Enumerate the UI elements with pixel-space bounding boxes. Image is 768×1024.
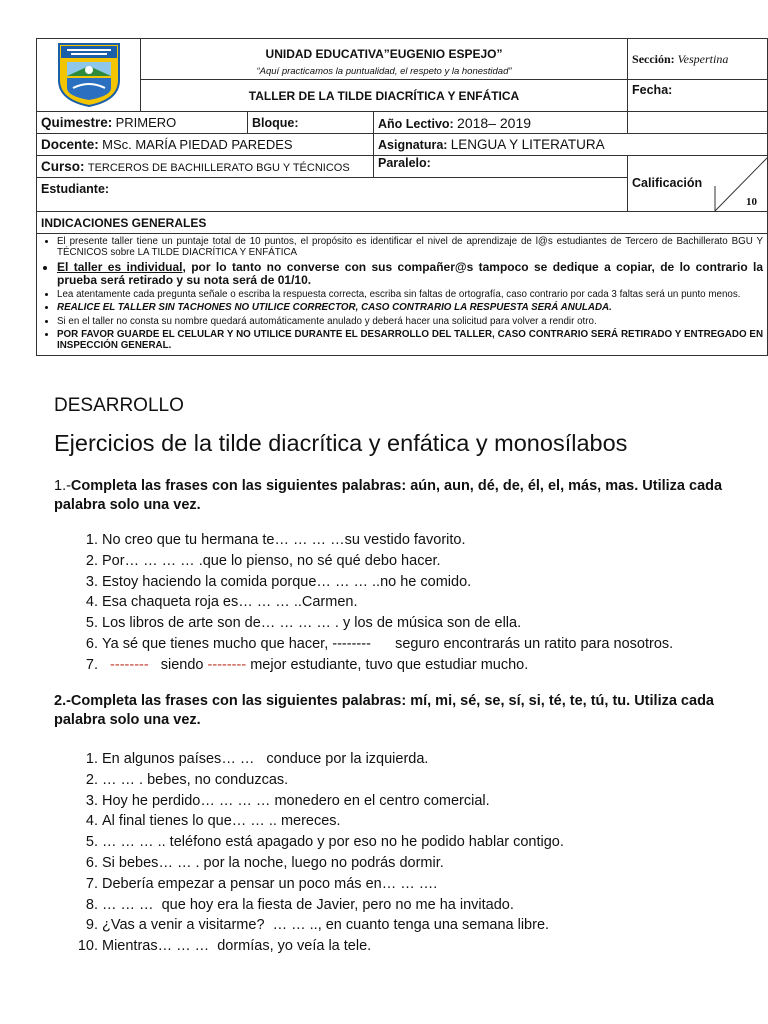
indicacion-item: • REALICE EL TALLER SIN TACHONES NO UTILICE CORRECTOR, CASO CONTRARIO LA RESPUESTA SERÁ ANULADA.: [57, 301, 763, 314]
list-item: 7. Debería empezar a pensar un poco más en… … ….: [85, 875, 438, 892]
indicacion-item: [57, 260, 763, 288]
question-2-number: 2.-: [54, 693, 71, 709]
asignatura-label: Asignatura:: [378, 138, 448, 152]
school-crest-icon: [53, 40, 125, 108]
school-name-cell: [141, 39, 628, 80]
section-value: Vespertina: [677, 51, 729, 66]
section-label: Sección:: [632, 51, 675, 66]
docente-value: MSc. MARÍA PIEDAD PAREDES: [102, 137, 293, 152]
question-2-text: Completa las frases con las siguientes palabras: mí, mi, sé, se, sí, si, té, te, tú, tu. Utiliza cada palabra solo una vez.: [54, 693, 714, 728]
list-item: 8. … … … que hoy era la fiesta de Javier, pero no me ha invitado.: [85, 896, 514, 913]
list-item: 10. Mientras… … … dormías, yo veía la tele.: [77, 938, 372, 955]
fecha-label: Fecha:: [628, 80, 768, 112]
list-item: 1. No creo que tu hermana te… … … …su vestido favorito.: [85, 532, 466, 548]
calificacion-max: 10: [746, 196, 758, 208]
list-item: 3. Estoy haciendo la comida porque… … … ..no he comido.: [85, 573, 472, 590]
list-item: 6. Si bebes… … . por la noche, luego no podrás dormir.: [85, 854, 444, 871]
list-item: 6. Ya sé que tienes mucho que hacer, -------- seguro encontrarás un ratito para nosotros.: [85, 635, 674, 652]
paralelo-label: Paralelo:: [374, 156, 628, 178]
asignatura-value: LENGUA Y LITERATURA: [450, 137, 605, 152]
ejercicios-title: Ejercicios de la tilde diacrítica y enfática y monosílabos: [54, 430, 628, 456]
school-name: UNIDAD EDUCATIVA”EUGENIO ESPEJO”: [265, 46, 503, 61]
empty-cell: [628, 112, 768, 134]
list-item: 5. … … … .. teléfono está apagado y por eso no he podido hablar contigo.: [85, 834, 564, 851]
bloque-label: Bloque:: [248, 112, 374, 134]
estudiante-label: Estudiante:: [37, 178, 628, 212]
question-1: [54, 477, 744, 515]
indicacion-item: • POR FAVOR GUARDE EL CELULAR Y NO UTILICE DURANTE EL DESARROLLO DEL TALLER, CASO CONTRARIO SERÁ RETIRADO Y ENTREGADO EN INSPECCIÓN GENERAL.: [57, 328, 763, 353]
question-1-text: Completa las frases con las siguientes palabras: aún, aun, dé, de, él, el, más, mas. Utiliza cada palabra solo una vez.: [54, 478, 723, 513]
curso-value: TERCEROS DE BACHILLERATO BGU Y TÉCNICOS: [87, 162, 350, 174]
list-item: 9. ¿Vas a venir a visitarme? … … .., en cuanto tenga una semana libre.: [85, 917, 550, 934]
header-table: [36, 38, 768, 356]
indicacion-item: • El presente taller tiene un puntaje total de 10 puntos, el propósito es identificar el nivel de aprendizaje de l@s estudiantes de Tercero de Bachillerato BGU Y TÉCNICOS sobre LA TILDE DIACRÍTICA Y ENFÁTICA: [57, 235, 763, 260]
calificacion-cell: [628, 156, 768, 212]
question-2-list: [76, 749, 564, 957]
individual-rest: , por lo tanto no converse con sus compañer@s tampoco se dedique a copiar, de lo contrario la prueba será retirado y su nota será de 01/10.: [57, 259, 764, 287]
taller-title: TALLER DE LA TILDE DIACRÍTICA Y ENFÁTICA: [141, 80, 628, 112]
question-2: [54, 692, 744, 730]
question-1-list: [76, 530, 673, 676]
section-cell: [628, 39, 768, 80]
list-item: 4. Esa chaqueta roja es… … … ..Carmen.: [85, 594, 358, 611]
quimestre-value: PRIMERO: [115, 115, 177, 130]
ano-label: Año Lectivo:: [378, 116, 454, 131]
individual-underlined: El taller es individual: [57, 259, 183, 274]
list-item: 7. -------- siendo -------- mejor estudiante, tuvo que estudiar mucho.: [85, 656, 529, 673]
docente-label: Docente:: [41, 137, 99, 152]
ano-value: 2018– 2019: [457, 114, 532, 131]
desarrollo-heading: DESARROLLO: [54, 395, 184, 416]
list-item: 2. … … . bebes, no conduzcas.: [85, 771, 289, 788]
indicacion-item: • Lea atentamente cada pregunta señale o escriba la respuesta correcta, escriba sin faltas de ortografía, caso contrario por cada 3 faltas será un punto menos.: [57, 288, 763, 301]
school-logo: [37, 39, 141, 112]
list-item: 2. Por… … … … .que lo pienso, no sé qué debo hacer.: [85, 552, 441, 569]
question-1-number: 1.-: [54, 478, 71, 494]
indicaciones-list: [41, 235, 763, 353]
calificacion-label: Calificación: [632, 176, 703, 190]
list-item: 5. Los libros de arte son de… … … … . y los de música son de ella.: [85, 615, 522, 632]
list-item: 4. Al final tienes lo que… … .. mereces.: [85, 813, 341, 830]
list-item: 3. Hoy he perdido… … … … monedero en el centro comercial.: [85, 792, 490, 809]
indicaciones-cell: [37, 234, 768, 356]
quimestre-label: Quimestre:: [41, 115, 113, 130]
curso-label: Curso:: [41, 159, 85, 174]
indicacion-item: • Si en el taller no consta su nombre quedará automáticamente anulado y deberá hacer una solicitud para volver a rendir otro.: [57, 315, 763, 328]
indicaciones-title: INDICACIONES GENERALES: [37, 212, 768, 234]
school-motto: “Aquí practicamos la puntualidad, el respeto y la honestidad”: [256, 65, 512, 77]
list-item: 1. En algunos países… … conduce por la izquierda.: [85, 751, 429, 767]
